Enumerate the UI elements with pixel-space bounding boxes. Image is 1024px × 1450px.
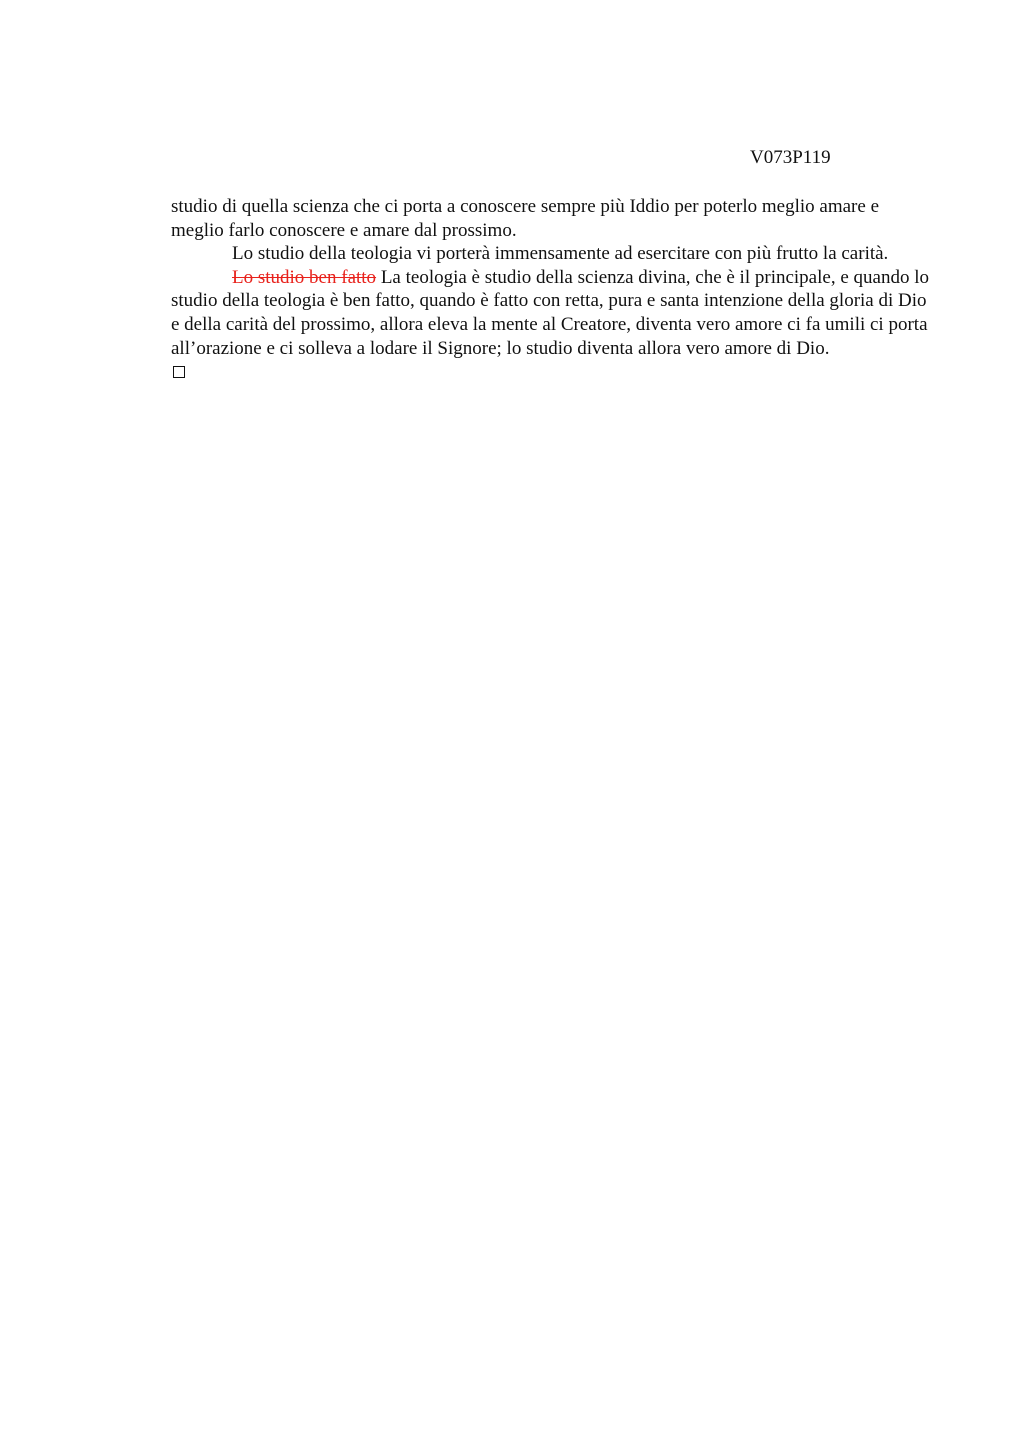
document-body <box>171 195 931 378</box>
struck-through-text: Lo studio ben fatto <box>232 266 377 288</box>
paragraph-theology-charity: Lo studio della teologia vi porterà immensamente ad esercitare con più frutto la carità. <box>232 243 889 265</box>
square-box-icon <box>173 366 185 378</box>
paragraph-continuation: studio di quella scienza che ci porta a conoscere sempre più Iddio per poterlo meglio amare e meglio farlo conoscere e amare dal prossimo. <box>171 196 880 241</box>
page-code: V073P119 <box>750 147 831 168</box>
paragraph-theology-divine-science <box>171 266 931 360</box>
paragraph-main-text: La teologia è studio della scienza divina, che è il principale, e quando lo studio della teologia è ben fatto, quando è fatto con retta, pura e santa intenzione della gloria di Dio e della carità del prossimo, allora eleva la mente al Creatore, diventa vero amore ci fa umili ci porta all’orazione e ci solleva a lodare il Signore; lo studio diventa allora vero amore di Dio. <box>171 266 929 359</box>
